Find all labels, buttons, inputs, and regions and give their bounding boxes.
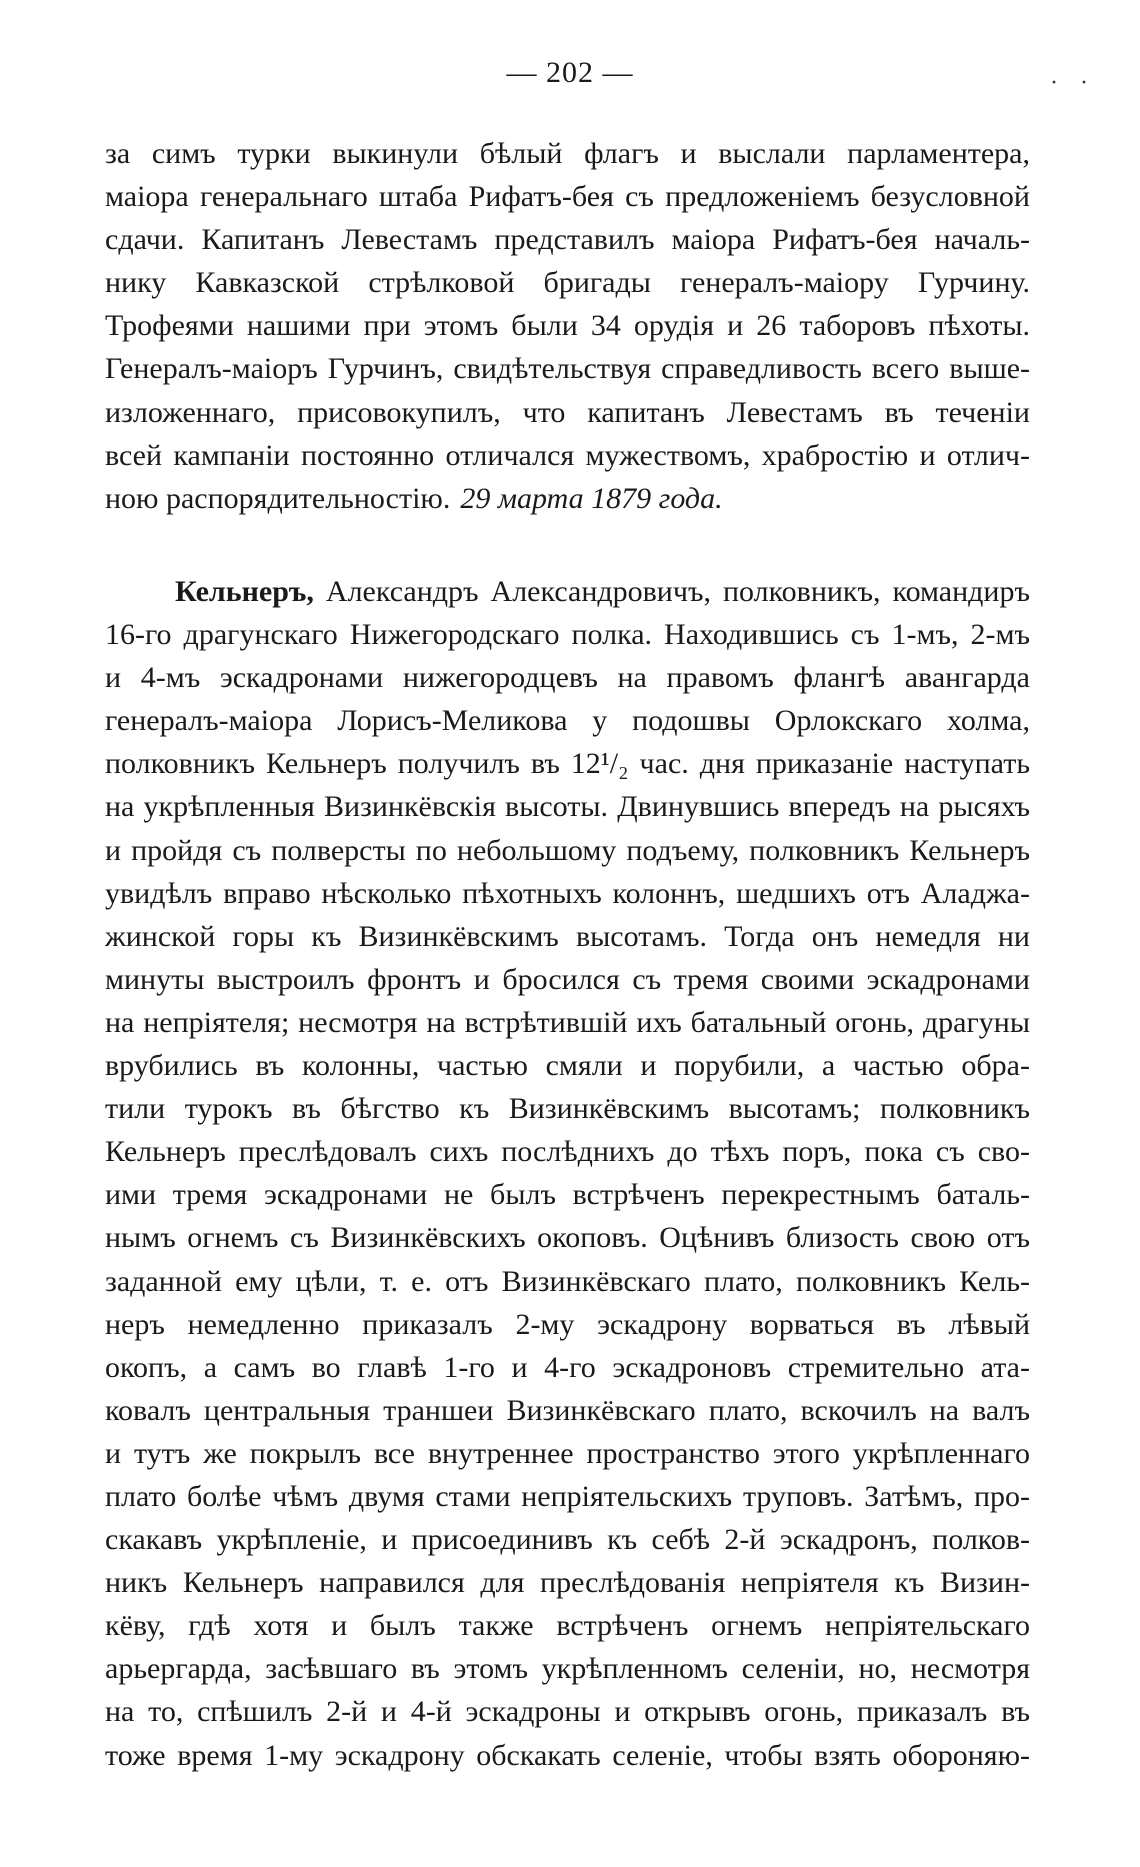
text-line: Генералъ-маiоръ Гурчинъ, свидѣтельствуя справедливость всего выше- — [105, 352, 1030, 386]
entry-name: Кельнеръ, — [175, 575, 314, 608]
text-line: и 4-мъ эскадронами нижегородцевъ на правомъ флангѣ авангарда — [105, 661, 1030, 695]
page-number: — 202 — — [506, 56, 634, 89]
text-line: за симъ турки выкинули бѣлый флагъ и выслали парламентера, — [105, 137, 1030, 170]
text-line: на укрѣпленныя Визинкёвскiя высоты. Двинувшись впередъ на рысяхъ — [105, 790, 1030, 824]
text-line: никъ Кельнеръ направился для преслѣдованiя непрiятеля къ Визин- — [105, 1566, 1030, 1600]
text-line: и пройдя съ полверсты по небольшому подъему, полковникъ Кельнеръ — [105, 833, 1030, 867]
text-line: всей кампанiи постоянно отличался мужествомъ, храбростiю и отлич- — [105, 438, 1030, 472]
text-line: ковалъ центральныя траншеи Визинкёвскаго плато, вскочилъ на валъ — [105, 1393, 1030, 1427]
text-line: нымъ огнемъ съ Визинкёвскихъ окоповъ. Оцѣнивъ близость свою отъ — [105, 1221, 1030, 1255]
text-line: тоже время 1-му эскадрону обскакать селенiе, чтобы взять обороняю- — [105, 1738, 1030, 1772]
corner-marks: · · — [1050, 70, 1096, 96]
date-text: 29 марта 1879 года. — [460, 481, 723, 515]
text-line: маiора генеральнаго штаба Рифатъ-бея съ предложенiемъ безусловной — [105, 180, 1030, 214]
entry-first-line: Александръ Александровичъ, полковникъ, командиръ — [325, 575, 1030, 608]
text-line: изложеннаго, присовокупилъ, что капитанъ Левестамъ въ теченiи — [105, 395, 1030, 429]
text-line: окопъ, а самъ во главѣ 1-го и 4-го эскадроновъ стремительно ата- — [105, 1350, 1030, 1384]
text-line: 16-го драгунскаго Нижегородскаго полка. Находившись съ 1-мъ, 2-мъ — [105, 618, 1030, 652]
text-line: минуты выстроилъ фронтъ и бросился съ тремя своими эскадронами — [105, 962, 1030, 996]
text-line: врубились въ колонны, частью смяли и порубили, а частью обра- — [105, 1049, 1030, 1083]
text-line: Трофеями нашими при этомъ были 34 орудiя и 26 таборовъ пѣхоты. — [105, 309, 1030, 343]
text-line: на то, спѣшилъ 2-й и 4-й эскадроны и открывъ огонь, приказалъ въ — [105, 1695, 1030, 1729]
text-line: арьергарда, засѣвшаго въ этомъ укрѣпленномъ селенiи, но, несмотря — [105, 1652, 1030, 1686]
text-line: заданной ему цѣли, т. е. отъ Визинкёвскаго плато, полковникъ Кель- — [105, 1264, 1030, 1298]
paragraph-continuation — [105, 132, 1030, 520]
text-line: сдачи. Капитанъ Левестамъ представилъ маiора Рифатъ-бея началь- — [105, 223, 1030, 257]
text-line: кёву, гдѣ хотя и былъ также встрѣченъ огнемъ непрiятельскаго — [105, 1609, 1030, 1643]
paragraph-kelner — [105, 570, 1030, 1777]
text-line: полковникъ Кельнеръ получилъ въ 12¹/₂ час. дня приказанiе наступать — [105, 747, 1030, 781]
text-line: плато болѣе чѣмъ двумя стами непрiятельскихъ труповъ. Затѣмъ, про- — [105, 1479, 1030, 1513]
text-line: жинской горы къ Визинкёвскимъ высотамъ. Тогда онъ немедля ни — [105, 919, 1030, 953]
text-line: тили турокъ въ бѣгство къ Визинкёвскимъ высотамъ; полковникъ — [105, 1092, 1030, 1126]
text-line-content: ною распорядительностiю. — [105, 481, 451, 515]
text-line: ими тремя эскадронами не былъ встрѣченъ перекрестнымъ баталь- — [105, 1178, 1030, 1212]
text-line: на непрiятеля; несмотря на встрѣтившiй ихъ батальный огонь, драгуны — [105, 1005, 1030, 1039]
text-line: генералъ-маiора Лорисъ-Меликова у подошвы Орлокскаго холма, — [105, 704, 1030, 738]
text-line-first — [105, 570, 1030, 613]
text-line: неръ немедленно приказалъ 2-му эскадрону ворваться въ лѣвый — [105, 1307, 1030, 1341]
text-line: и тутъ же покрылъ все внутреннее пространство этого укрѣпленнаго — [105, 1436, 1030, 1470]
text-line: Кельнеръ преслѣдовалъ сихъ послѣднихъ до тѣхъ поръ, пока съ сво- — [105, 1135, 1030, 1169]
text-line: скакавъ укрѣпленiе, и присоединивъ къ себѣ 2-й эскадронъ, полков- — [105, 1523, 1030, 1557]
text-line: нику Кавказской стрѣлковой бригады генералъ-маiору Гурчину. — [105, 266, 1030, 300]
text-line: увидѣлъ вправо нѣсколько пѣхотныхъ колоннъ, шедшихъ отъ Аладжа- — [105, 876, 1030, 910]
text-line-final — [105, 477, 1030, 520]
